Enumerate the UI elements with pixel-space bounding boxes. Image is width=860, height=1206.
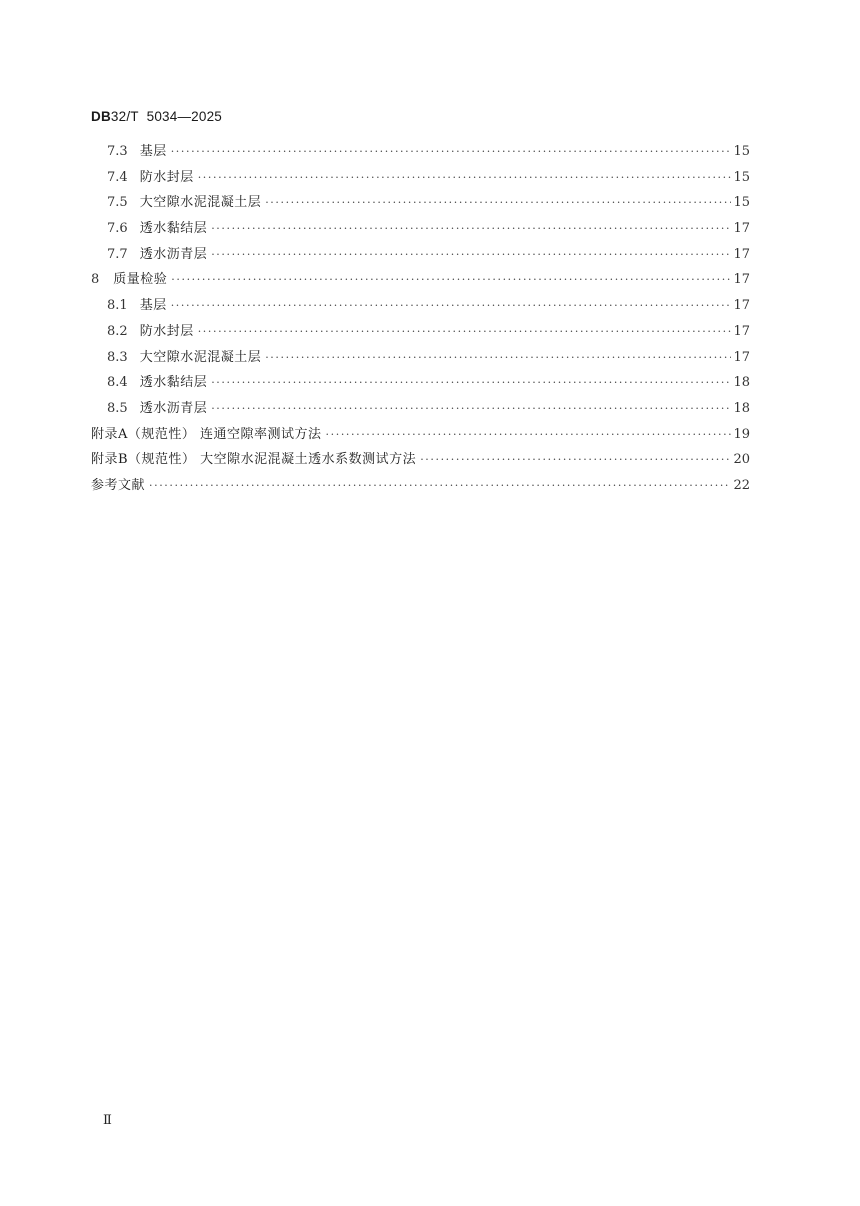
toc-entry-number: 7.4 [107,169,128,185]
toc-leader-dots [171,299,732,312]
toc-entry-page: 17 [733,246,750,262]
toc-leader-dots [211,248,731,261]
toc-leader-dots [211,376,731,389]
toc-entry-number: 8.5 [107,400,128,416]
toc-entry-page: 15 [733,169,750,185]
toc-leader-dots [420,453,731,466]
toc-leader-dots [326,428,732,441]
toc-entry-number: 7.5 [107,195,128,211]
toc-entry[interactable] [91,423,750,449]
toc-entry-title: 防水封层 [139,323,194,339]
toc-entry-page: 20 [733,452,750,468]
toc-entry[interactable] [91,268,750,294]
toc-entry-page: 17 [733,221,750,237]
toc-entry-title: 防水封层 [139,169,194,185]
toc-entry-title: 透水黏结层 [139,221,208,237]
toc-entry[interactable] [91,243,750,269]
toc-entry[interactable] [91,371,750,397]
toc-leader-dots [211,402,731,415]
toc-entry[interactable] [91,346,750,372]
toc-entry[interactable] [91,166,750,192]
toc-entry-title: 基层 [139,298,167,314]
toc-entry-title: 附录B（规范性） 大空隙水泥混凝土透水系数测试方法 [91,452,417,468]
toc-leader-dots [149,479,731,492]
toc-entry-page: 17 [733,298,750,314]
toc-entry-number: 7.3 [107,144,128,159]
toc-entry-page: 22 [733,477,750,493]
toc-entry[interactable] [91,448,750,474]
toc-entry-number: 8.2 [107,323,128,339]
toc-entry-number: 8.4 [107,375,128,391]
toc-entry[interactable] [91,140,750,166]
toc-entry-title: 质量检验 [113,272,168,288]
document-code-region: 32/T [110,109,139,124]
toc-leader-dots [171,273,731,286]
toc-entry-page: 15 [733,195,750,211]
toc-entry-page: 18 [733,375,750,391]
toc-entry[interactable] [91,320,750,346]
toc-entry[interactable] [91,474,750,500]
toc-entry-title: 大空隙水泥混凝土层 [139,349,262,365]
toc-leader-dots [265,351,731,364]
toc-entry-title: 透水沥青层 [139,246,208,262]
toc-entry-number: 8.1 [107,298,128,314]
toc-leader-dots [198,171,732,184]
toc-entry-number: 7.6 [107,221,128,237]
toc-entry-title: 透水沥青层 [139,400,208,416]
toc-entry-title: 参考文献 [91,477,146,493]
toc-entry-page: 15 [733,144,750,159]
toc-leader-dots [211,222,731,235]
toc-entry-title: 大空隙水泥混凝土层 [139,195,262,211]
toc-entry-page: 18 [733,400,750,416]
document-code [91,109,222,124]
toc-entry-number: 8.3 [107,349,128,365]
toc-leader-dots [265,196,731,209]
toc-entry-page: 19 [733,426,750,442]
document-code-number: 5034—2025 [146,109,223,124]
toc-leader-dots [198,325,732,338]
page-number: Ⅱ [103,1113,112,1128]
toc-entry-page: 17 [733,323,750,339]
toc-entry-page: 17 [733,272,750,288]
toc-entry-number: 8 [91,272,100,288]
toc-leader-dots [171,145,732,158]
toc-entry[interactable] [91,294,750,320]
toc-entry[interactable] [91,397,750,423]
toc-entry-page: 17 [733,349,750,365]
toc-entry-title: 基层 [139,144,167,159]
toc-entry-number: 7.7 [107,246,128,262]
toc-entry[interactable] [91,191,750,217]
toc-entry-title: 透水黏结层 [139,375,208,391]
table-of-contents [91,140,750,500]
toc-entry-title: 附录A（规范性） 连通空隙率测试方法 [91,426,322,442]
document-code-prefix: DB [91,109,111,124]
toc-entry[interactable] [91,217,750,243]
